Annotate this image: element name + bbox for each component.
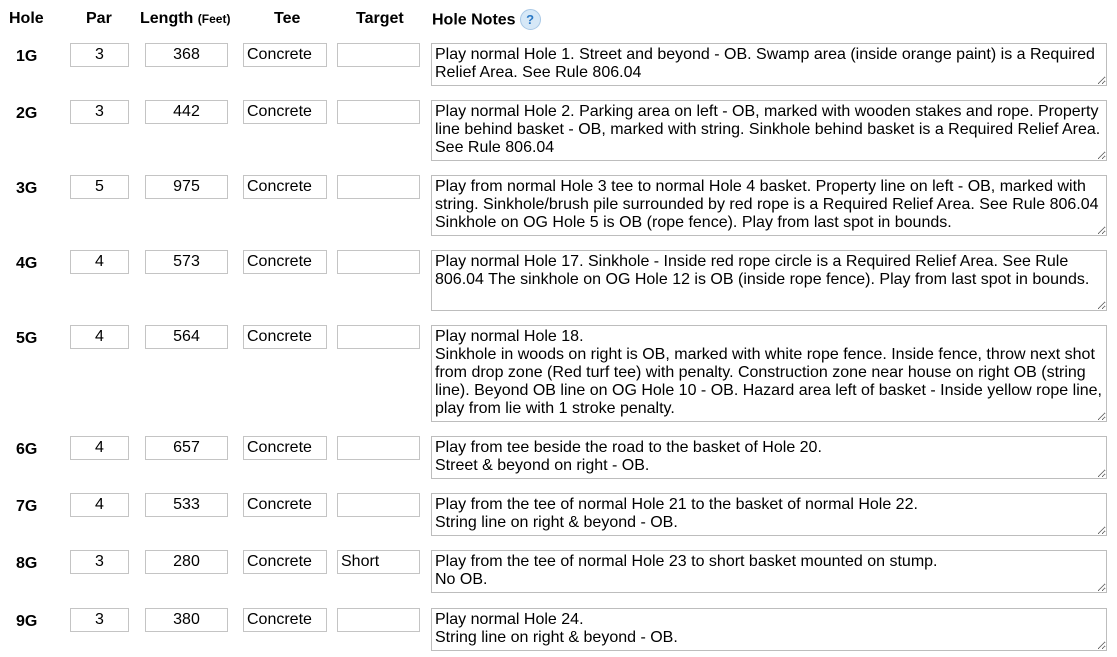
par-input[interactable] [70, 550, 129, 574]
length-input[interactable] [145, 436, 228, 460]
hole-notes-textarea[interactable] [431, 493, 1107, 536]
tee-input[interactable] [243, 608, 327, 632]
par-input[interactable] [70, 493, 129, 517]
header-tee: Tee [274, 10, 301, 27]
target-input[interactable] [337, 175, 420, 199]
target-input[interactable] [337, 100, 420, 124]
length-input[interactable] [145, 43, 228, 67]
hole-label: 5G [16, 330, 38, 347]
hole-notes-textarea[interactable] [431, 250, 1107, 311]
hole-notes-textarea[interactable] [431, 550, 1107, 593]
target-input[interactable] [337, 493, 420, 517]
tee-input[interactable] [243, 493, 327, 517]
header-length [140, 10, 230, 28]
header-length-unit: (Feet) [197, 12, 231, 26]
tee-input[interactable] [243, 100, 327, 124]
tee-input[interactable] [243, 175, 327, 199]
par-input[interactable] [70, 100, 129, 124]
target-input[interactable] [337, 550, 420, 574]
help-icon[interactable]: ? [520, 9, 541, 30]
header-par: Par [86, 10, 112, 27]
par-input[interactable] [70, 436, 129, 460]
tee-input[interactable] [243, 550, 327, 574]
par-input[interactable] [70, 608, 129, 632]
target-input[interactable] [337, 250, 420, 274]
hole-label: 6G [16, 441, 38, 458]
hole-label: 3G [16, 180, 38, 197]
target-input[interactable] [337, 436, 420, 460]
par-input[interactable] [70, 325, 129, 349]
length-input[interactable] [145, 608, 228, 632]
length-input[interactable] [145, 493, 228, 517]
tee-input[interactable] [243, 325, 327, 349]
hole-label: 7G [16, 498, 38, 515]
hole-notes-textarea[interactable] [431, 436, 1107, 479]
header-notes-label: Hole Notes [432, 11, 516, 29]
target-input[interactable] [337, 608, 420, 632]
par-input[interactable] [70, 250, 129, 274]
header-hole: Hole [9, 10, 44, 27]
target-input[interactable] [337, 43, 420, 67]
length-input[interactable] [145, 175, 228, 199]
length-input[interactable] [145, 325, 228, 349]
par-input[interactable] [70, 175, 129, 199]
hole-notes-textarea[interactable] [431, 100, 1107, 161]
hole-notes-textarea[interactable] [431, 175, 1107, 236]
hole-label: 1G [16, 48, 38, 65]
hole-label: 9G [16, 613, 38, 630]
hole-notes-textarea[interactable] [431, 43, 1107, 86]
length-input[interactable] [145, 100, 228, 124]
hole-notes-textarea[interactable] [431, 608, 1107, 651]
header-hole-notes [432, 10, 541, 31]
hole-label: 2G [16, 105, 38, 122]
hole-notes-textarea[interactable] [431, 325, 1107, 422]
tee-input[interactable] [243, 250, 327, 274]
hole-label: 8G [16, 555, 38, 572]
length-input[interactable] [145, 250, 228, 274]
header-length-label: Length [140, 10, 194, 27]
hole-label: 4G [16, 255, 38, 272]
par-input[interactable] [70, 43, 129, 67]
length-input[interactable] [145, 550, 228, 574]
header-target: Target [356, 10, 404, 27]
tee-input[interactable] [243, 436, 327, 460]
tee-input[interactable] [243, 43, 327, 67]
target-input[interactable] [337, 325, 420, 349]
